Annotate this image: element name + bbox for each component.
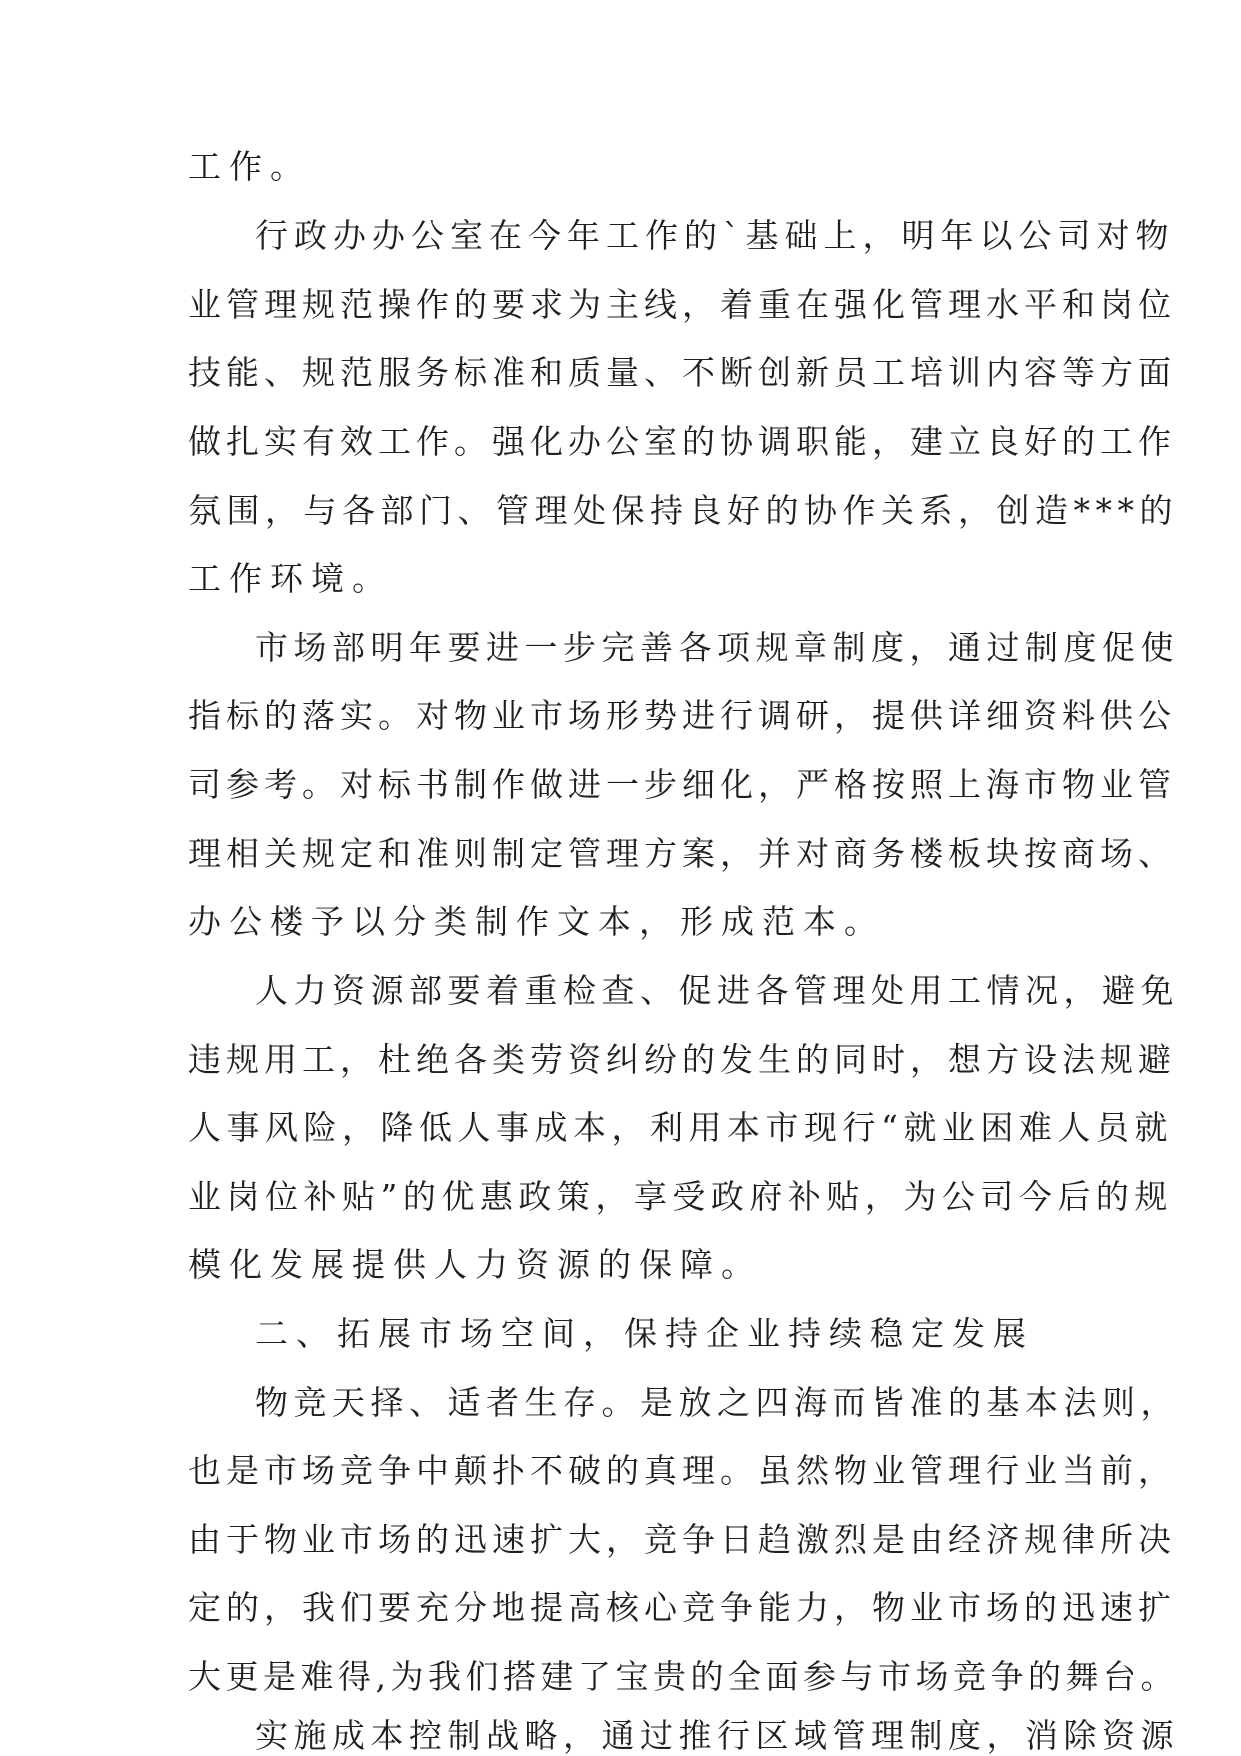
text-line: 氛围，与各部门、管理处保持良好的协作关系，创造***的	[188, 491, 1178, 530]
text-line: 司参考。对标书制作做进一步细化，严格按照上海市物业管	[188, 765, 1176, 804]
text-line: 理相关规定和准则制定管理方案，并对商务楼板块按商场、	[188, 834, 1176, 873]
section-heading: 二、拓展市场空间，保持企业持续稳定发展	[255, 1314, 1034, 1353]
text-line: 定的，我们要充分地提高核心竞争能力，物业市场的迅速扩	[188, 1588, 1176, 1627]
text-line: 由于物业市场的迅速扩大，竞争日趋激烈是由经济规律所决	[188, 1520, 1176, 1559]
text-line: 市场部明年要进一步完善各项规章制度，通过制度促使	[255, 628, 1179, 667]
text-line: 技能、规范服务标准和质量、不断创新员工培训内容等方面	[188, 353, 1176, 392]
text-line: 大更是难得,为我们搭建了宝贵的全面参与市场竞争的舞台。	[188, 1657, 1178, 1696]
text-line: 工作。	[188, 147, 311, 186]
text-line: 指标的落实。对物业市场形势进行调研，提供详细资料供公	[188, 696, 1176, 735]
text-line: 业岗位补贴”的优惠政策，享受政府补贴，为公司今后的规	[188, 1177, 1173, 1216]
text-line: 工作环境。	[188, 559, 393, 598]
text-line: 业管理规范操作的要求为主线，着重在强化管理水平和岗位	[188, 285, 1176, 324]
text-line: 违规用工，杜绝各类劳资纠纷的发生的同时，想方设法规避	[188, 1040, 1176, 1079]
text-line: 人事风险，降低人事成本，利用本市现行“就业困难人员就	[188, 1108, 1173, 1147]
text-line: 实施成本控制战略，通过推行区域管理制度，消除资源	[255, 1716, 1179, 1755]
text-line: 模化发展提供人力资源的保障。	[188, 1245, 762, 1284]
text-line: 做扎实有效工作。强化办公室的协调职能，建立良好的工作	[188, 422, 1176, 461]
text-line: 也是市场竞争中颠扑不破的真理。虽然物业管理行业当前，	[188, 1451, 1176, 1490]
text-line: 物竞天择、适者生存。是放之四海而皆准的基本法则，	[255, 1383, 1179, 1422]
text-line: 人力资源部要着重检查、促进各管理处用工情况，避免	[255, 971, 1179, 1010]
text-line: 办公楼予以分类制作文本，形成范本。	[188, 902, 885, 941]
text-line: 行政办办公室在今年工作的`基础上，明年以公司对物	[255, 216, 1175, 255]
